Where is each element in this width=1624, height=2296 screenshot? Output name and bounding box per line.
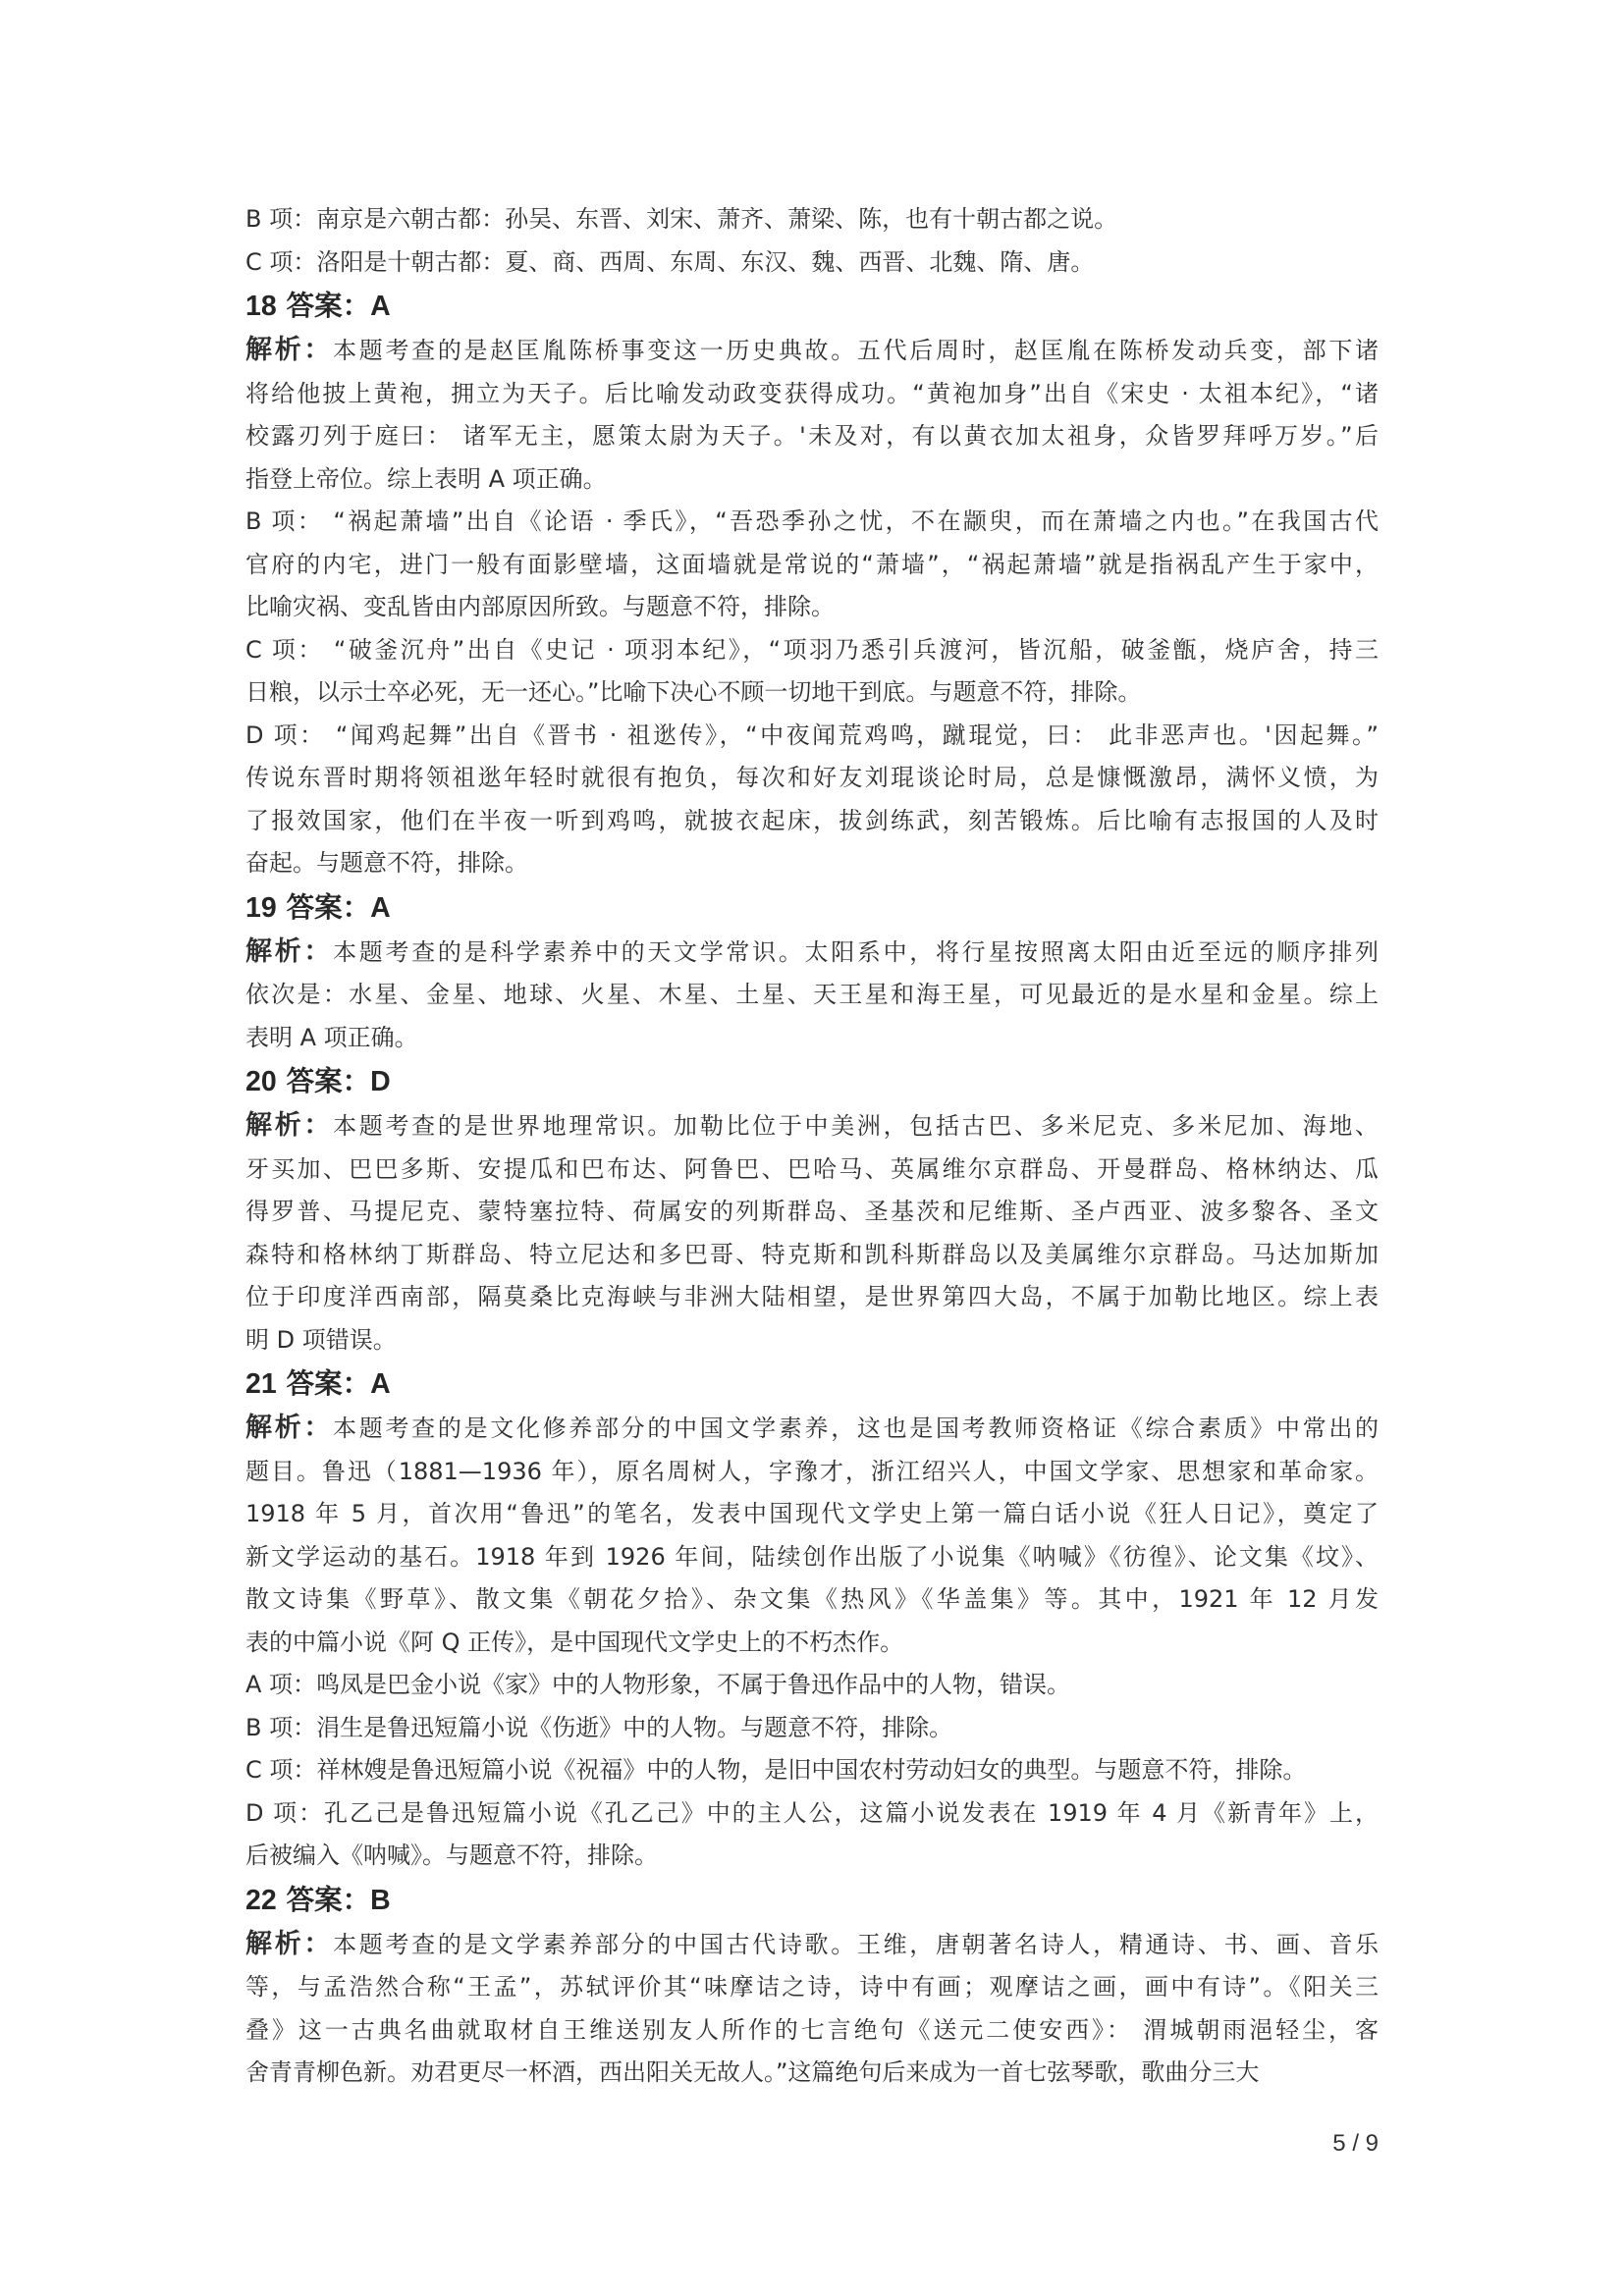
answer-heading (245, 1878, 1379, 1923)
question-number: 19 (245, 891, 277, 924)
text-line (245, 2052, 1379, 2095)
text-line (245, 842, 1379, 885)
option-paragraph (245, 1664, 1379, 1707)
answer-value: D (370, 1066, 391, 1097)
question-number: 21 (245, 1368, 277, 1400)
line-text: 本题考查的是文学素养部分的中国古代诗歌。王维，唐朝著名诗人，精通诗、书、画、音乐 (333, 1930, 1380, 1958)
text-line (245, 1835, 1379, 1878)
text-line (245, 415, 1379, 458)
analysis-paragraph (245, 1104, 1379, 1362)
option-paragraph (245, 1707, 1379, 1750)
line-text: 表明 A 项正确。 (245, 1023, 418, 1051)
answer-label: 答案： (276, 890, 371, 924)
option-paragraph (245, 501, 1379, 629)
line-text: 比喻灾祸、变乱皆由内部原因所致。与题意不符，排除。 (245, 593, 835, 620)
text-line (245, 1017, 1379, 1060)
line-text: 表的中篇小说《阿 Q 正传》，是中国现代文学史上的不朽杰作。 (245, 1628, 904, 1656)
text-line (245, 1191, 1379, 1234)
text-line (245, 1578, 1379, 1622)
text-line (245, 1536, 1379, 1579)
answer-heading (245, 885, 1379, 931)
analysis-paragraph (245, 931, 1379, 1060)
line-text: 依次是：水星、金星、地球、火星、木星、土星、天王星和海王星，可见最近的是水星和金星。综上 (245, 981, 1379, 1008)
line-text: 了报效国家，他们在半夜一听到鸡鸣，就披衣起床，拔剑练武，刻苦锻炼。后比喻有志报国的人及时 (245, 806, 1379, 834)
analysis-paragraph (245, 1923, 1379, 2095)
text-line (245, 1407, 1379, 1451)
line-text: 本题考查的是科学素养中的天文学常识。太阳系中，将行星按照离太阳由近至远的顺序排列 (333, 937, 1380, 966)
line-text: 明 D 项错误。 (245, 1325, 397, 1354)
text-line (245, 1749, 1379, 1792)
text-line (245, 1622, 1379, 1665)
line-text: 牙买加、巴巴多斯、安提瓜和巴布达、阿鲁巴、巴哈马、英属维尔京群岛、开曼群岛、格林纳达、瓜 (245, 1154, 1379, 1183)
line-text: D 项：孔乙己是鲁迅短篇小说《孔乙己》中的主人公，这篇小说发表在 1919 年 4 月《新青年》上， (245, 1798, 1379, 1827)
text-line (245, 1493, 1379, 1536)
line-text: D 项： “闻鸡起舞”出自《晋书 · 祖逖传》，“中夜闻荒鸡鸣，蹴琨觉，曰： 此非恶声也。'因起舞。” (245, 721, 1379, 749)
text-line (245, 974, 1379, 1017)
answer-value: A (370, 891, 391, 924)
answer-label: 答案： (276, 1065, 371, 1097)
line-text: 新文学运动的基石。1918 年到 1926 年间，陆续创作出版了小说集《呐喊》《彷徨》、论文集《坟》、 (245, 1542, 1379, 1571)
analysis-paragraph (245, 1407, 1379, 1664)
answer-label: 答案： (276, 1883, 371, 1916)
text-line (245, 800, 1379, 843)
text-line (245, 1451, 1379, 1494)
text-line (245, 329, 1379, 373)
line-text: B 项：南京是六朝古都：孙吴、东晋、刘宋、萧齐、萧梁、陈，也有十朝古都之说。 (245, 205, 1118, 233)
line-text: 官府的内宅，进门一般有面影壁墙，这面墙就是常说的“萧墙”，“祸起萧墙”就是指祸乱产生于家中， (245, 550, 1379, 578)
question-number: 18 (245, 291, 277, 322)
answer-label: 答案： (276, 1367, 371, 1400)
line-text: 本题考查的是世界地理常识。加勒比位于中美洲，包括古巴、多米尼克、多米尼加、海地、 (333, 1112, 1380, 1140)
line-text: 日粮，以示士卒必死，无一还心。”比喻下决心不顾一切地干到底。与题意不符，排除。 (245, 678, 1142, 706)
line-text: 叠》这一古典名曲就取材自王维送别友人所作的七言绝句《送元二使安西》： 渭城朝雨浥轻尘，客 (245, 2015, 1379, 2044)
text-line (245, 931, 1379, 975)
line-text: 指登上帝位。综上表明 A 项正确。 (245, 464, 607, 493)
line-text: 题目。鲁迅（1881—1936 年），原名周树人，字豫才，浙江绍兴人，中国文学家、思想家和革命家。 (245, 1457, 1379, 1485)
text-line (245, 671, 1379, 715)
text-line (245, 1792, 1379, 1836)
text-line (245, 757, 1379, 800)
option-paragraph (245, 715, 1379, 885)
line-text: 将给他披上黄袍，拥立为天子。后比喻发动政变获得成功。“黄袍加身”出自《宋史 · 太祖本纪》，“诸 (245, 379, 1379, 407)
line-text: 位于印度洋西南部，隔莫桑比克海峡与非洲大陆相望，是世界第四大岛，不属于加勒比地区。综上表 (245, 1283, 1379, 1310)
text-line (245, 586, 1379, 629)
option-paragraph (245, 629, 1379, 715)
option-paragraph (245, 1749, 1379, 1792)
text-line (245, 241, 1379, 285)
analysis-label: 解析： (245, 1928, 334, 1959)
text-line (245, 1923, 1379, 1967)
question-number: 22 (245, 1884, 277, 1916)
document-body (245, 198, 1379, 2095)
line-text: 等，与孟浩然合称“王孟”，苏轼评价其“味摩诘之诗，诗中有画；观摩诘之画，画中有诗”。《阳关三 (245, 1973, 1379, 2001)
text-line (245, 1966, 1379, 2009)
text-line (245, 629, 1379, 672)
answer-value: A (370, 1368, 391, 1400)
line-text: 得罗普、马提尼克、蒙特塞拉特、荷属安的列斯群岛、圣基茨和尼维斯、圣卢西亚、波多黎各、圣文 (245, 1198, 1379, 1225)
answer-value: B (370, 1884, 391, 1916)
line-text: 森特和格林纳丁斯群岛、特立尼达和多巴哥、特克斯和凯科斯群岛以及美属维尔京群岛。马达加斯加 (245, 1240, 1379, 1268)
line-text: 本题考查的是文化修养部分的中国文学素养，这也是国考教师资格证《综合素质》中常出的 (333, 1415, 1380, 1442)
text-line (245, 1276, 1379, 1319)
line-text: 舍青青柳色新。劝君更尽一杯酒，西出阳关无故人。”这篇绝句后来成为一首七弦琴歌，歌曲分三大 (245, 2058, 1260, 2086)
answer-heading (245, 1059, 1379, 1104)
text-line (245, 373, 1379, 416)
option-paragraph (245, 1792, 1379, 1878)
line-text: 散文诗集《野草》、散文集《朝花夕拾》、杂文集《热风》《华盖集》等。其中，1921 年 12 月发 (245, 1585, 1379, 1613)
text-line (245, 1707, 1379, 1750)
answer-value: A (370, 291, 391, 322)
page-number: 5 / 9 (1332, 2130, 1379, 2157)
text-line (245, 1319, 1379, 1362)
text-line (245, 1148, 1379, 1192)
answer-heading (245, 1362, 1379, 1407)
option-paragraph (245, 241, 1379, 285)
text-line (245, 715, 1379, 758)
text-line (245, 501, 1379, 544)
text-line (245, 1234, 1379, 1277)
answer-heading (245, 284, 1379, 329)
text-line (245, 1664, 1379, 1707)
line-text: A 项：鸣凤是巴金小说《家》中的人物形象，不属于鲁迅作品中的人物，错误。 (245, 1671, 1071, 1698)
line-text: 校露刃列于庭曰： 诸军无主，愿策太尉为天子。'未及对，有以黄衣加太祖身，众皆罗拜呼万岁。”后 (245, 422, 1379, 450)
text-line (245, 544, 1379, 587)
option-paragraph (245, 198, 1379, 241)
analysis-label: 解析： (245, 335, 334, 365)
question-number: 20 (245, 1066, 277, 1097)
line-text: 后被编入《呐喊》。与题意不符，排除。 (245, 1842, 658, 1869)
line-text: B 项：涓生是鲁迅短篇小说《伤逝》中的人物。与题意不符，排除。 (245, 1713, 953, 1741)
line-text: C 项：洛阳是十朝古都：夏、商、西周、东周、东汉、魏、西晋、北魏、隋、唐。 (245, 247, 1095, 276)
analysis-label: 解析： (245, 1110, 334, 1141)
line-text: C 项： “破釜沉舟”出自《史记 · 项羽本纪》，“项羽乃悉引兵渡河，皆沉船，破釜甑，烧庐舍，持三 (245, 635, 1379, 664)
line-text: 奋起。与题意不符，排除。 (245, 849, 528, 877)
line-text: 传说东晋时期将领祖逖年轻时就很有抱负，每次和好友刘琨谈论时局，总是慷慨激昂，满怀义愤，为 (245, 764, 1379, 791)
line-text: C 项：祥林嫂是鲁迅短篇小说《祝福》中的人物，是旧中国农村劳动妇女的典型。与题意不符，排除。 (245, 1756, 1307, 1784)
text-line (245, 1104, 1379, 1148)
line-text: 本题考查的是赵匡胤陈桥事变这一历史典故。五代后周时，赵匡胤在陈桥发动兵变，部下诸 (333, 337, 1380, 364)
answer-label: 答案： (276, 290, 371, 322)
text-line (245, 2009, 1379, 2053)
text-line (245, 198, 1379, 241)
analysis-label: 解析： (245, 1413, 334, 1443)
line-text: 1918 年 5 月，首次用“鲁迅”的笔名，发表中国现代文学史上第一篇白话小说《狂人日记》，奠定了 (245, 1500, 1379, 1527)
analysis-label: 解析： (245, 935, 334, 967)
text-line (245, 458, 1379, 502)
line-text: B 项： “祸起萧墙”出自《论语 · 季氏》，“吾恐季孙之忧，不在颛臾，而在萧墙之内也。”在我国古代 (245, 507, 1379, 535)
analysis-paragraph (245, 329, 1379, 501)
